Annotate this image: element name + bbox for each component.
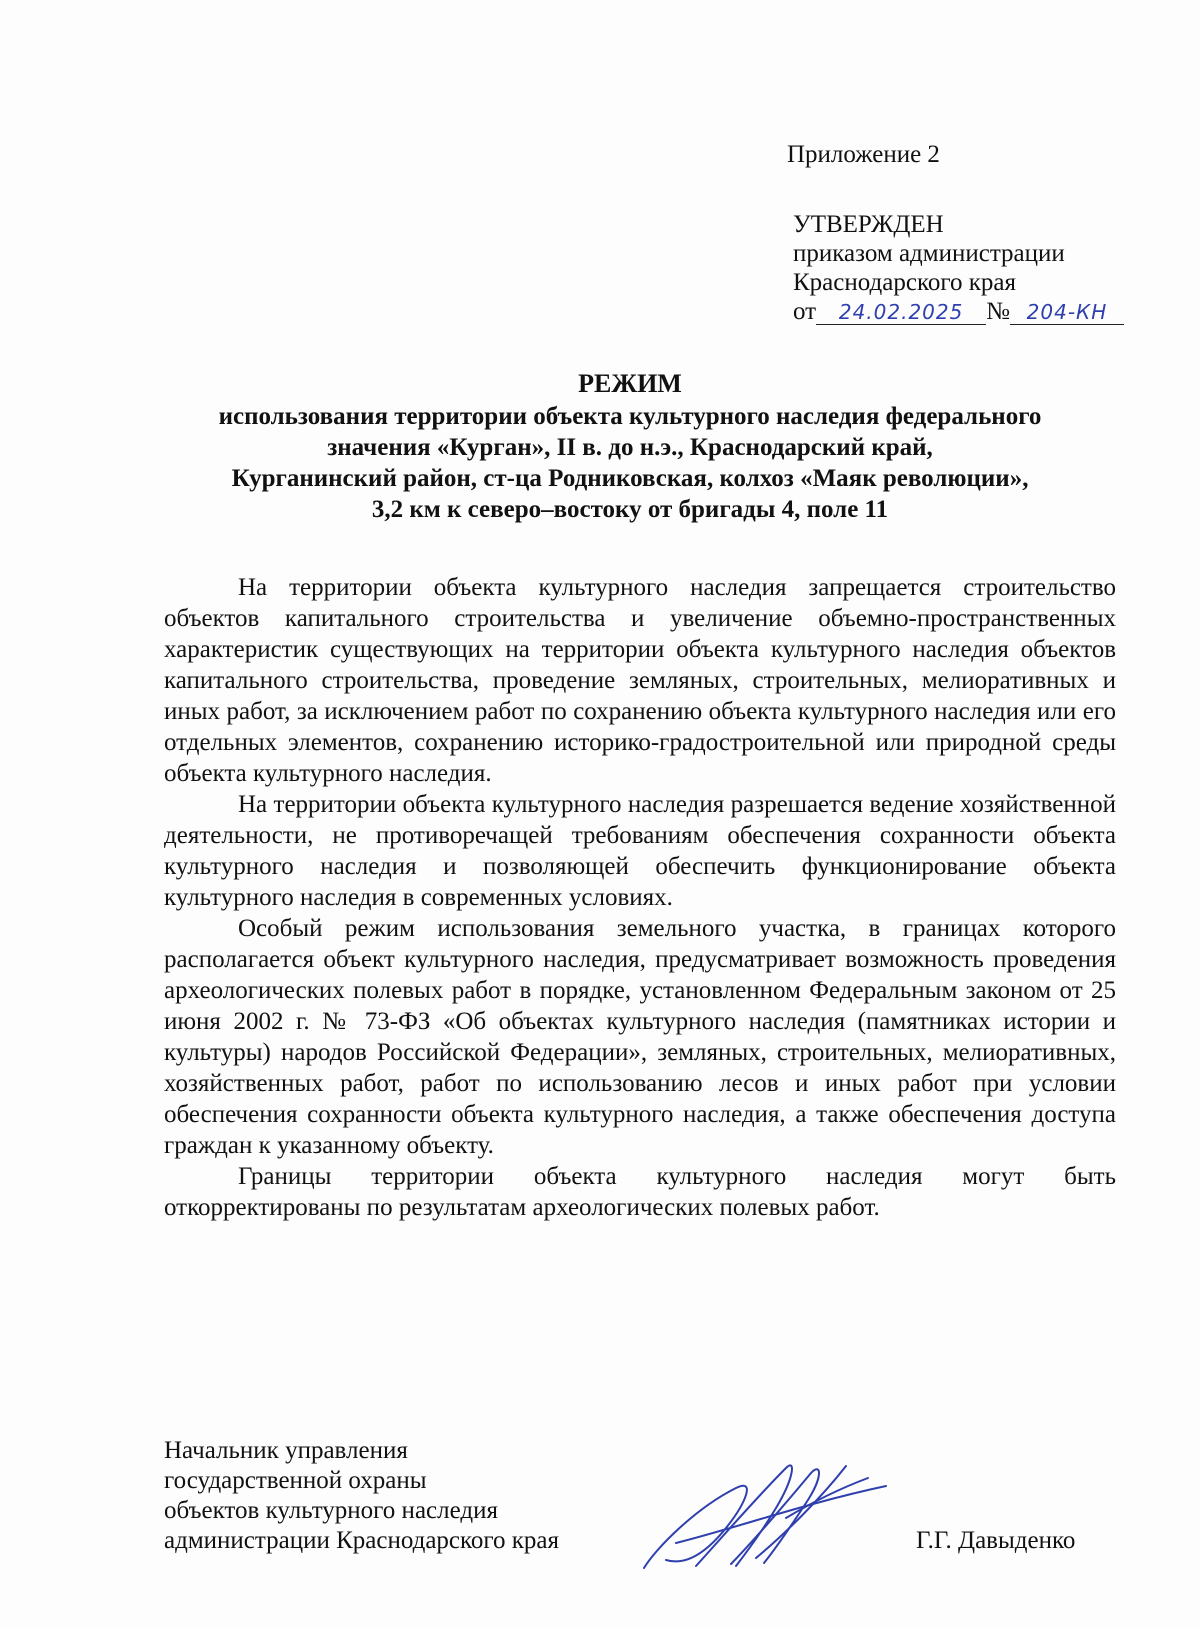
signer-position-line: администрации Краснодарского края — [164, 1527, 560, 1554]
paragraph-boundaries: Границы территории объекта культурного наследия могут быть откорректированы по результатам археологических полевых работ. — [164, 1163, 1116, 1221]
document-body — [164, 572, 1116, 1223]
signer-position-line: объектов культурного наследия — [164, 1497, 498, 1524]
paragraph-permissions: На территории объекта культурного наследия разрешается ведение хозяйственной деятельности, не противоречащей требованиям обеспечения сохранности объекта культурного наследия и позволяющей обеспечить функционирование объекта культурного наследия в современных условиях. — [164, 791, 1116, 911]
appendix-label: Приложение 2 — [787, 141, 940, 168]
handwritten-signature — [636, 1448, 896, 1578]
approved-by-order: приказом администрации — [793, 240, 1065, 267]
handwritten-date: 24.02.2025 — [816, 300, 986, 325]
document-title — [120, 368, 1140, 525]
approved-region: Краснодарского края — [793, 269, 1016, 296]
number-prefix: № — [986, 298, 1010, 325]
date-prefix: от — [793, 298, 817, 325]
paragraph-prohibitions: На территории объекта культурного наследия запрещается строительство объектов капитального строительства и увеличение объемно-пространственных характеристик существующих на территории объекта культурного наследия объектов капитального строительства, проведение земляных, строительных, мелиоративных и иных работ, за исключением работ по сохранению объекта культурного наследия или его отдельных элементов, сохранению историко-градостроительной или природной среды объекта культурного наследия. — [164, 574, 1116, 787]
signer-position-line: государственной охраны — [164, 1467, 427, 1494]
title-main: РЕЖИМ — [578, 369, 682, 398]
title-line: Курганинский район, ст-ца Родниковская, колхоз «Маяк революции», — [231, 465, 1029, 492]
order-date-row — [793, 297, 1124, 326]
approved-heading: УТВЕРЖДЕН — [793, 211, 944, 238]
title-line: значения «Курган», II в. до н.э., Краснодарский край, — [327, 434, 933, 461]
title-line: 3,2 км к северо–востоку от бригады 4, поле 11 — [371, 496, 889, 523]
paragraph-special-regime: Особый режим использования земельного участка, в границах которого располагается объект культурного наследия, предусматривает возможность проведения археологических полевых работ в порядке, установленном Федеральным законом от 25 июня 2002 г. № 73-ФЗ «Об объектах культурного наследия (памятниках истории и культуры) народов Российской Федерации», земляных, строительных, мелиоративных, хозяйственных работ, работ по использованию лесов и иных работ при условии обеспечения сохранности объекта культурного наследия, а также обеспечения доступа граждан к указанному объекту. — [164, 915, 1116, 1159]
handwritten-number: 204-КН — [1010, 300, 1124, 325]
approval-block — [793, 210, 1124, 326]
title-line: использования территории объекта культурного наследия федерального — [218, 403, 1042, 430]
signer-position-line: Начальник управления — [164, 1437, 408, 1464]
signer-position — [164, 1436, 559, 1556]
signer-name: Г.Г. Давыденко — [916, 1527, 1076, 1554]
